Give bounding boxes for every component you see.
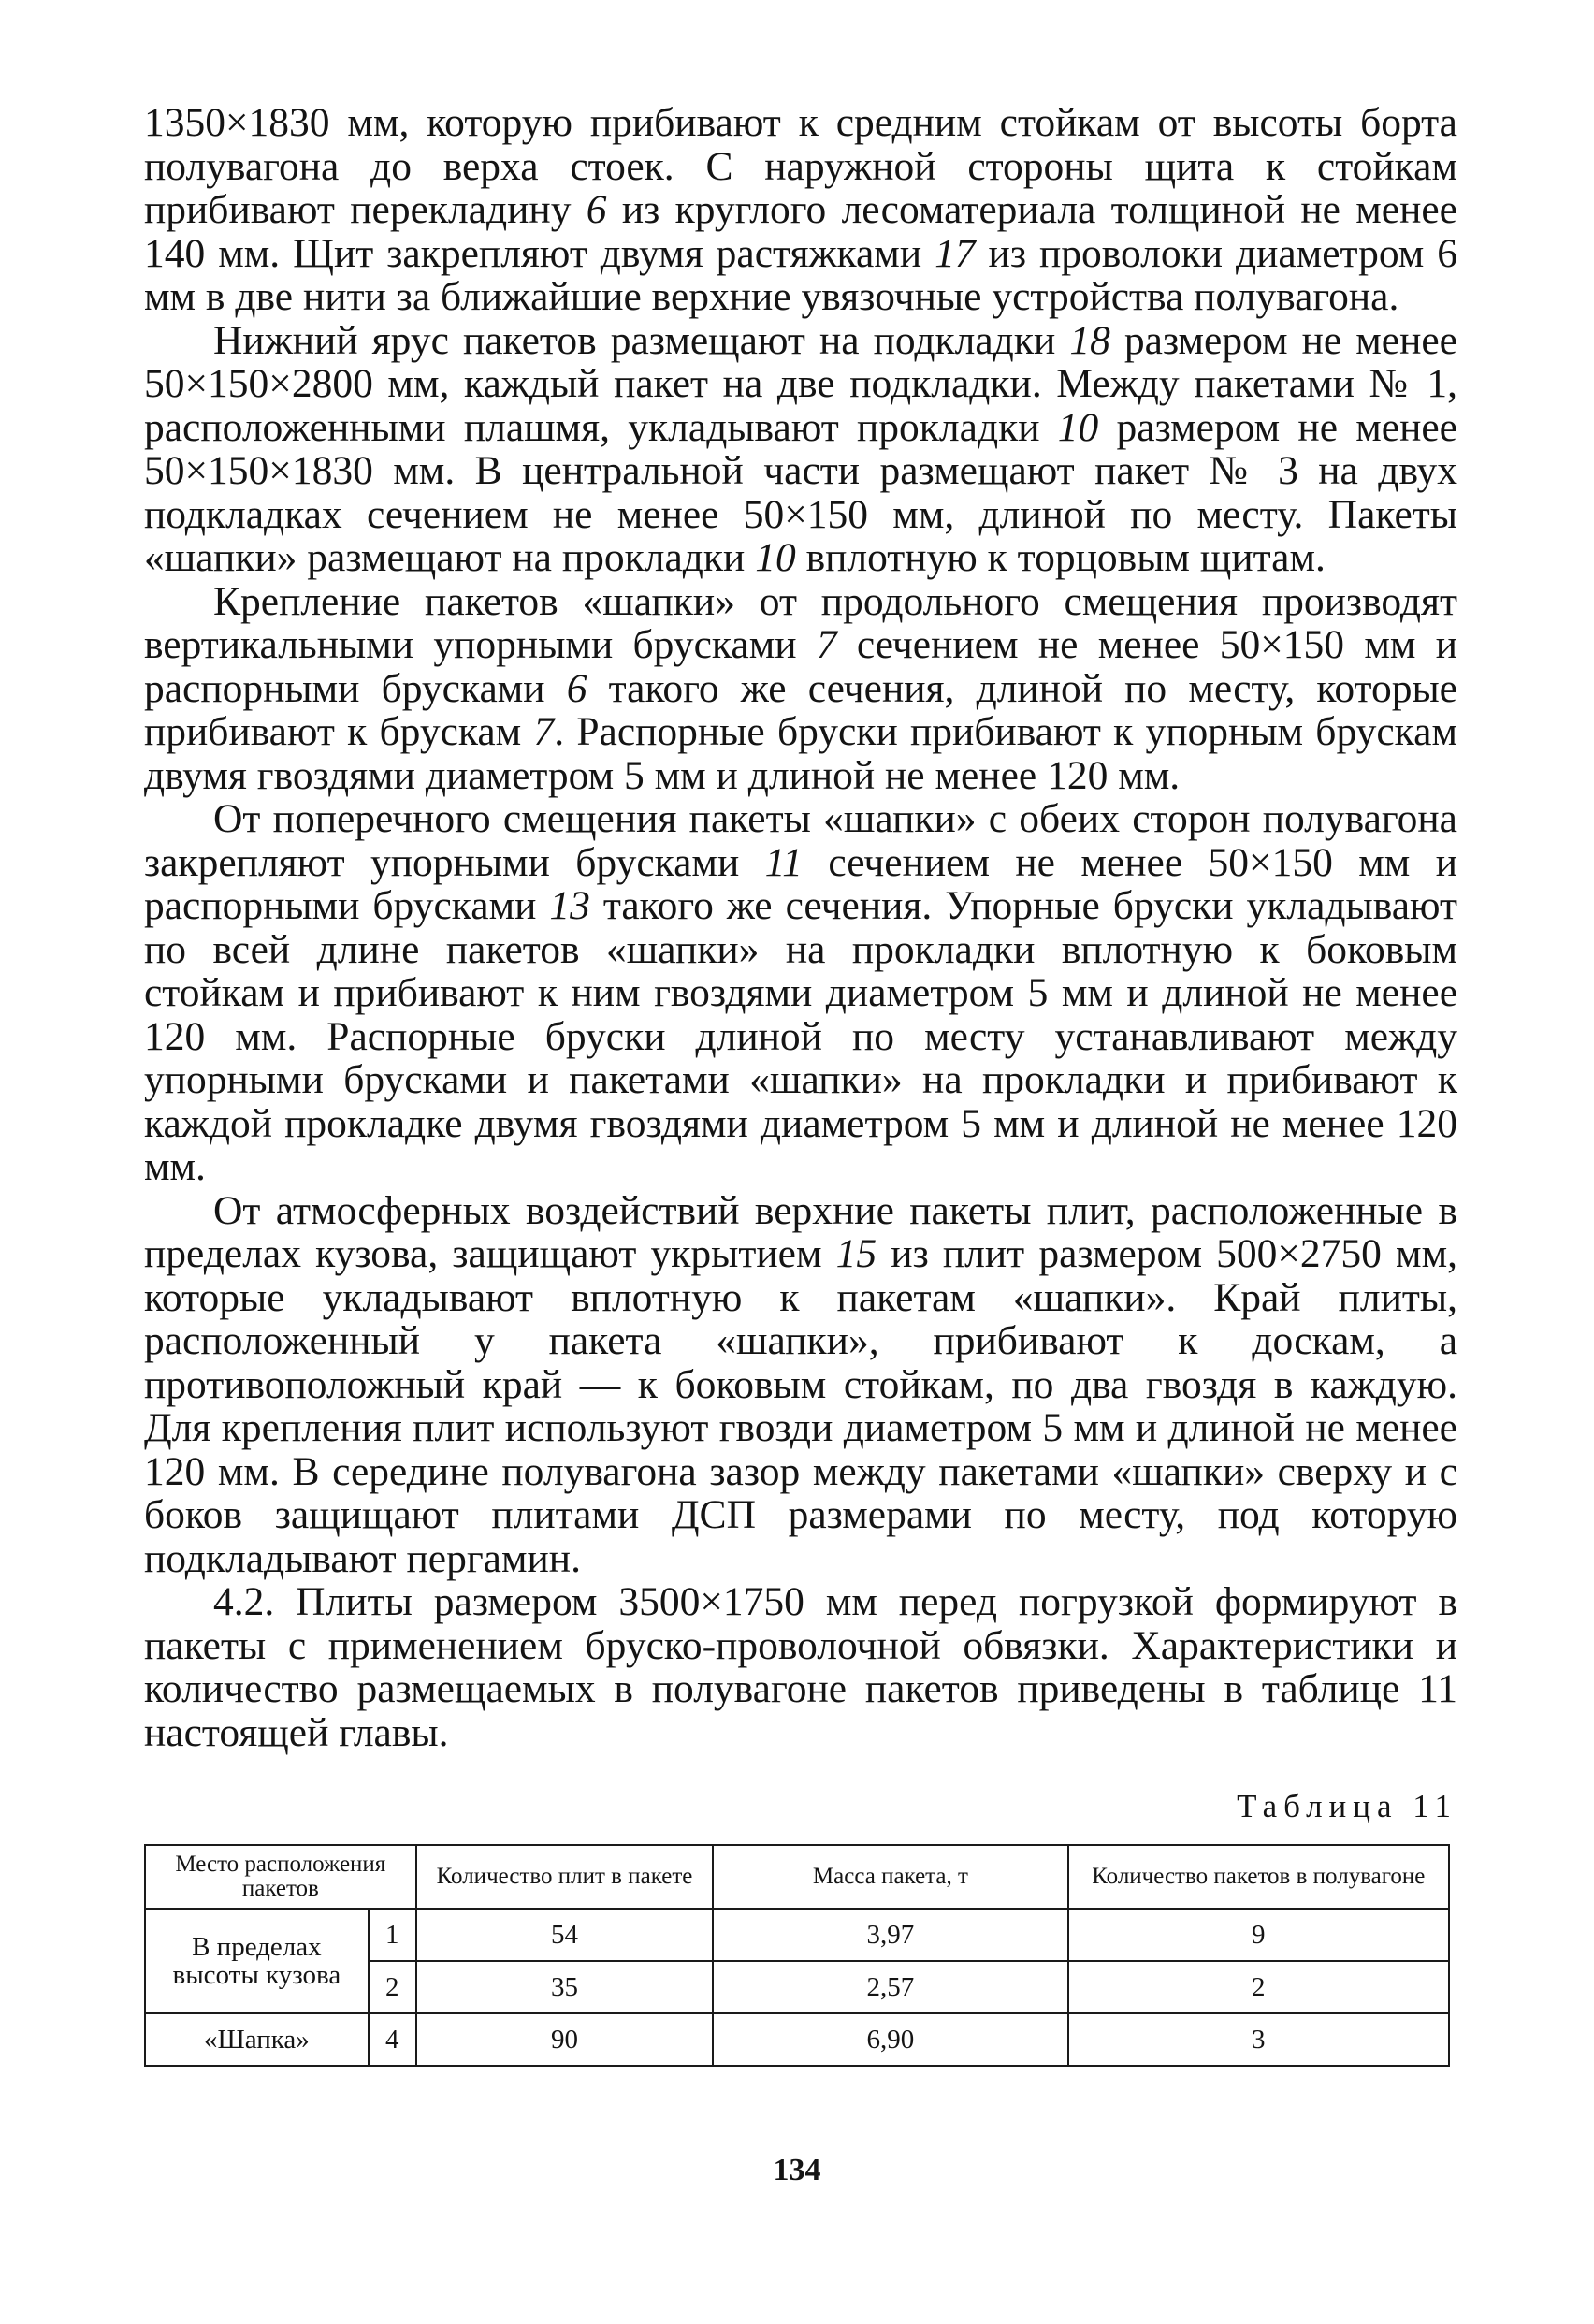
cell-num: 4 [369, 2013, 416, 2066]
table-caption: Таблица 11 [1237, 1788, 1457, 1824]
reference-number: 18 [1069, 317, 1110, 363]
paragraph [144, 319, 1457, 580]
table-header-row [145, 1845, 1449, 1909]
header-plates: Количество плит в пакете [416, 1845, 714, 1909]
reference-number: 11 [764, 839, 803, 885]
text-run: 4.2. Плиты размером 3500×1750 мм перед погрузкой формируют в пакеты с применением бруско-проволочной обвязки. Характеристики и количество размещаемых в полувагоне пакетов приведены в таблице 11 настоящей главы. [144, 1579, 1457, 1755]
text-run: такого же сечения, длиной по месту, которые прибивают к брускам [144, 665, 1457, 754]
cell-count: 9 [1068, 1909, 1449, 1961]
header-count: Количество пакетов в полувагоне [1068, 1845, 1449, 1909]
table-row [145, 2013, 1449, 2066]
group-label: В пределах высоты кузова [145, 1909, 369, 2013]
data-table [144, 1844, 1450, 2067]
text-run: вплотную к торцовым щитам. [795, 535, 1326, 580]
text-run: из круглого лесоматериала толщиной не менее 140 мм. Щит закрепляют двумя растяжками [144, 187, 1457, 276]
cell-plates: 54 [416, 1909, 714, 1961]
cell-mass: 2,57 [713, 1961, 1067, 2013]
text-run: От поперечного смещения пакеты «шапки» с обеих сторон полувагона закрепляют упорными брусками [144, 796, 1457, 885]
paragraph [144, 1580, 1457, 1754]
reference-number: 6 [586, 187, 607, 232]
reference-number: 17 [935, 230, 976, 276]
cell-plates: 35 [416, 1961, 714, 2013]
cell-plates: 90 [416, 2013, 714, 2066]
cell-num: 2 [369, 1961, 416, 2013]
cell-num: 1 [369, 1909, 416, 1961]
reference-number: 15 [835, 1231, 877, 1276]
reference-number: 7 [816, 622, 837, 667]
text-run: сечением не менее 50×150 мм и распорными брусками [144, 839, 1457, 928]
cell-mass: 6,90 [713, 2013, 1067, 2066]
reference-number: 13 [549, 883, 590, 928]
text-run: . Распорные бруски прибивают к упорным брускам двумя гвоздями диаметром 5 мм и длиной не менее 120 мм. [144, 709, 1457, 798]
reference-number: 10 [1057, 404, 1099, 450]
cell-count: 2 [1068, 1961, 1449, 2013]
text-run: размером не менее 50×150×2800 мм, каждый пакет на две подкладки. Между пакетами № 1, расположенными плашмя, укладывают прокладки [144, 317, 1457, 450]
cell-count: 3 [1068, 2013, 1449, 2066]
text-run: Крепление пакетов «шапки» от продольного смещения производят вертикальными упорными брусками [144, 578, 1457, 667]
header-mass: Масса пакета, т [713, 1845, 1067, 1909]
text-run: такого же сечения. Упорные бруски укладывают по всей длине пакетов «шапки» на прокладки вплотную к боковым стойкам и прибивают к ним гвоздями диаметром 5 мм и длиной не менее 120 мм. Распорные бруски длиной по месту устанавливают между упорными брусками и пакетами «шапки» на прокладки и прибивают к каждой прокладке двумя гвоздями диаметром 5 мм и длиной не менее 120 мм. [144, 883, 1457, 1189]
text-run: От атмосферных воздействий верхние пакеты плит, расположенные в пределах кузова, защищают укрытием [144, 1187, 1457, 1276]
paragraph [144, 797, 1457, 1189]
paragraph [144, 1189, 1457, 1581]
text-run: Нижний ярус пакетов размещают на подкладки [213, 317, 1070, 363]
text-run: 1350×1830 мм, которую прибивают к средним стойкам от высоты борта полувагона до верха стоек. С наружной стороны щита к стойкам прибивают перекладину [144, 100, 1457, 232]
paragraph [144, 101, 1457, 319]
reference-number: 7 [533, 709, 555, 754]
reference-number: 6 [566, 665, 587, 711]
page-body [144, 101, 1457, 2067]
text-run: из плит размером 500×2750 мм, которые укладывают вплотную к пакетам «шапки». Край плиты, расположенный у пакета «шапки», прибивают к доскам, а противоположный край — к боковым стойкам, по два гвоздя в каждую. Для крепления плит используют гвозди диаметром 5 мм и длиной не менее 120 мм. В середине полувагона зазор между пакетами «шапки» сверху и с боков защищают плитами ДСП размерами по месту, под которую подкладывают пергамин. [144, 1231, 1457, 1581]
paragraph [144, 580, 1457, 798]
cell-mass: 3,97 [713, 1909, 1067, 1961]
text-run: из проволоки диаметром 6 мм в две нити за ближайшие верхние увязочные устройства полувагона. [144, 230, 1457, 319]
text-block [144, 101, 1457, 1754]
reference-number: 10 [755, 535, 796, 580]
text-run: размером не менее 50×150×1830 мм. В центральной части размещают пакет № 3 на двух подкладках сечением не менее 50×150 мм, длиной по месту. Пакеты «шапки» размещают на прокладки [144, 404, 1457, 580]
text-run: сечением не менее 50×150 мм и распорными брусками [144, 622, 1457, 711]
page-number: 134 [773, 2153, 821, 2187]
header-location: Место расположения пакетов [145, 1845, 416, 1909]
table-row [145, 1909, 1449, 1961]
cell-label: «Шапка» [145, 2013, 369, 2066]
